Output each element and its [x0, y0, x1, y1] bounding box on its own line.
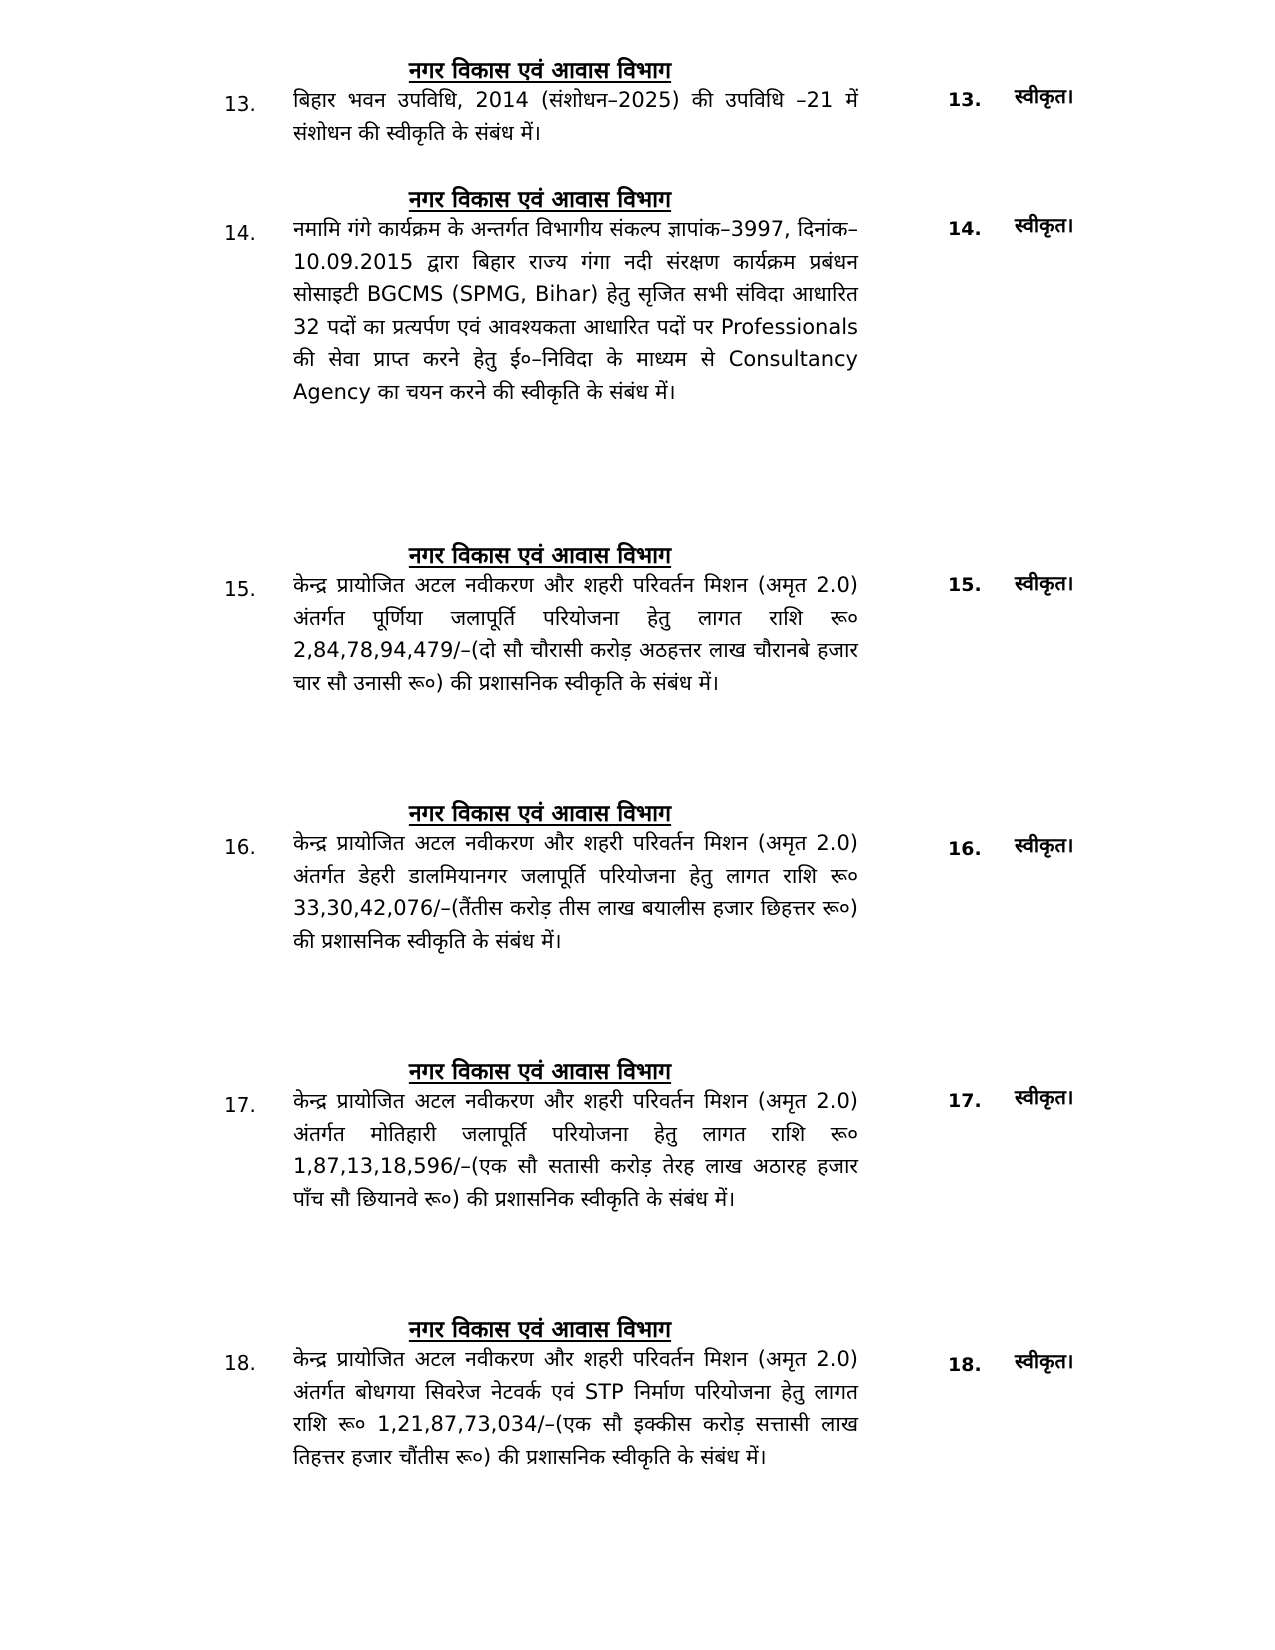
department-heading: नगर विकास एवं आवास विभाग: [408, 58, 672, 84]
item-number: 16.: [224, 835, 256, 859]
item-description: केन्द्र प्रायोजित अटल नवीकरण और शहरी परिवर्तन मिशन (अमृत 2.0) अंतर्गत बोधगया सिवरेज नेटवर्क एवं STP निर्माण परियोजना हेतु लागत राशि रू० 1,21,87,73,034/–(एक सौ इक्कीस करोड़ सत्तासी लाख तिहत्तर हजार चौंतीस रू०) की प्रशासनिक स्वीकृति के संबंध में।: [293, 1347, 858, 1469]
department-heading: नगर विकास एवं आवास विभाग: [408, 1059, 672, 1085]
item-number: 13.: [224, 92, 256, 116]
item-number: 18.: [224, 1351, 256, 1375]
item-description: बिहार भवन उपविधि, 2014 (संशोधन–2025) की उपविधि –21 में संशोधन की स्वीकृति के संबंध में।: [293, 88, 858, 145]
item-number: 14.: [224, 221, 256, 245]
item-description: केन्द्र प्रायोजित अटल नवीकरण और शहरी परिवर्तन मिशन (अमृत 2.0) अंतर्गत पूर्णिया जलापूर्ति परियोजना हेतु लागत राशि रू० 2,84,78,94,479/–(दो सौ चौरासी करोड़ अठहत्तर लाख चौरानबे हजार चार सौ उनासी रू०) की प्रशासनिक स्वीकृति के संबंध में।: [293, 573, 858, 695]
department-heading: नगर विकास एवं आवास विभाग: [408, 801, 672, 827]
decision-number: 15.: [948, 574, 982, 596]
department-heading: नगर विकास एवं आवास विभाग: [408, 187, 672, 213]
decision-status: स्वीकृत।: [1015, 213, 1074, 237]
item-number: 15.: [224, 577, 256, 601]
department-heading: नगर विकास एवं आवास विभाग: [408, 543, 672, 569]
decision-number: 14.: [948, 218, 982, 240]
decision-number: 17.: [948, 1090, 982, 1112]
item-description: केन्द्र प्रायोजित अटल नवीकरण और शहरी परिवर्तन मिशन (अमृत 2.0) अंतर्गत डेहरी डालमियानगर जलापूर्ति परियोजना हेतु लागत राशि रू० 33,30,42,076/–(तैंतीस करोड़ तीस लाख बयालीस हजार छिहत्तर रू०) की प्रशासनिक स्वीकृति के संबंध में।: [293, 831, 858, 953]
decision-status: स्वीकृत।: [1015, 833, 1074, 857]
decision-number: 18.: [948, 1354, 982, 1376]
item-number: 17.: [224, 1093, 256, 1117]
department-heading: नगर विकास एवं आवास विभाग: [408, 1317, 672, 1343]
decision-status: स्वीकृत।: [1015, 84, 1074, 108]
decision-status: स्वीकृत।: [1015, 571, 1074, 595]
item-description: नमामि गंगे कार्यक्रम के अन्तर्गत विभागीय संकल्प ज्ञापांक–3997, दिनांक–10.09.2015 द्वारा बिहार राज्य गंगा नदी संरक्षण कार्यक्रम प्रबंधन सोसाइटी BGCMS (SPMG, Bihar) हेतु सृजित सभी संविदा आधारित 32 पदों का प्रत्यर्पण एवं आवश्यकता आधारित पदों पर Professionals की सेवा प्राप्त करने हेतु ई०–निविदा के माध्यम से Consultancy Agency का चयन करने की स्वीकृति के संबंध में।: [293, 217, 858, 404]
decision-number: 16.: [948, 838, 982, 860]
decision-status: स्वीकृत।: [1015, 1349, 1074, 1373]
item-description: केन्द्र प्रायोजित अटल नवीकरण और शहरी परिवर्तन मिशन (अमृत 2.0) अंतर्गत मोतिहारी जलापूर्ति परियोजना हेतु लागत राशि रू० 1,87,13,18,596/–(एक सौ सतासी करोड़ तेरह लाख अठारह हजार पाँच सौ छियानवे रू०) की प्रशासनिक स्वीकृति के संबंध में।: [293, 1089, 858, 1211]
decision-status: स्वीकृत।: [1015, 1085, 1074, 1109]
decision-number: 13.: [948, 89, 982, 111]
